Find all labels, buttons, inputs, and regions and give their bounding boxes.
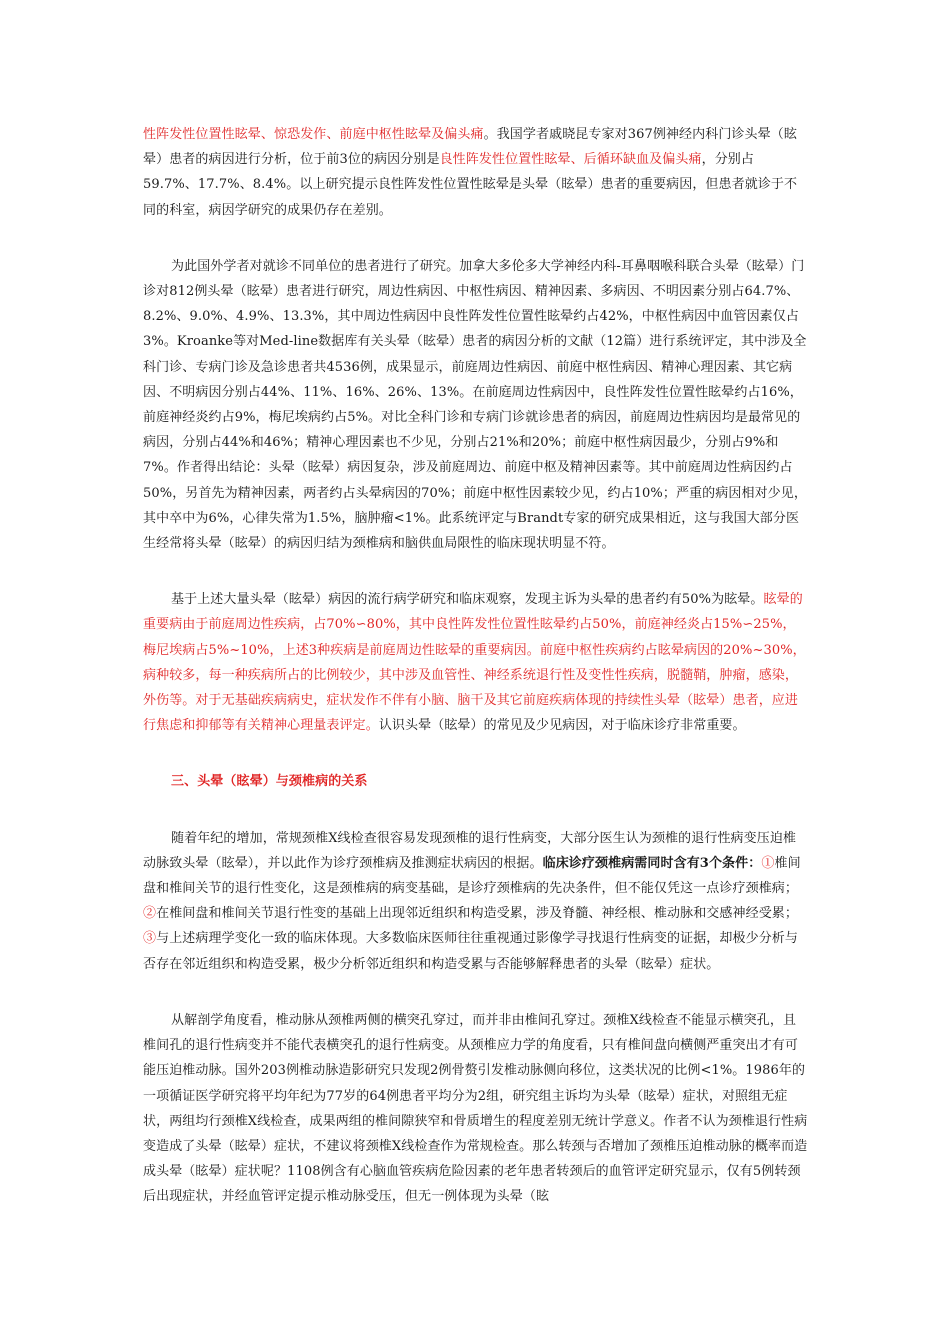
paragraph-text: 基于上述大量头晕（眩晕）病因的流行病学研究和临床观察，发现主诉为头晕的患者约有50%为眩晕。 xyxy=(171,592,764,608)
paragraph-text: 认识头晕（眩晕）的常见及少见病因，对于临床诊疗非常重要。 xyxy=(378,718,746,734)
paragraph-text: 从解剖学角度看，椎动脉从颈椎两侧的横突孔穿过，而并非由椎间孔穿过。颈椎X线检查不能显示横突孔，且椎间孔的退行性病变并不能代表横突孔的退行性病变。从颈椎应力学的角度看，只有椎间盘向横侧严重突出才有可能压迫椎动脉。国外203例椎动脉造影研究只发现2例骨赘引发椎动脉侧向移位，这类状况的比例<1%。1986年的一项循证医学研究将平均年纪为77岁的64例患者平均分为2组，研究组主诉均为头晕（眩晕）症状，对照组无症状，两组均行颈椎X线检查，成果两组的椎间隙狭窄和骨质增生的程度差别无统计学意义。作者不认为颈椎退行性病变造成了头晕（眩晕）症状，不建议将颈椎X线检查作为常规检查。那么转颈与否增加了颈椎压迫椎动脉的概率而造成头晕（眩晕）症状呢？1108例含有心脑血管疾病危险因素的老年患者转颈后的血管评定研究显示，仅有5例转颈后出现症状，并经血管评定提示椎动脉受压，但无一例体现为头晕（眩 xyxy=(143,1012,808,1205)
highlight-text: 性阵发性位置性眩晕、惊恐发作、前庭中枢性眩晕及偏头痛 xyxy=(143,127,484,142)
paragraph-3 xyxy=(143,587,808,738)
circled-number-3: ③ xyxy=(143,931,157,947)
paragraph-gap xyxy=(143,795,808,826)
paragraph-gap xyxy=(143,977,808,1008)
paragraph-1 xyxy=(143,122,808,223)
highlight-text: 良性阵发性位置性眩晕、后循环缺血及偏头痛 xyxy=(439,152,702,168)
paragraph-text: 与上述病理学变化一致的临床体现。大多数临床医师往往重视通过影像学寻找退行性病变的证据，却极少分析与否存在邻近组织和构造受累，极少分析邻近组织和构造受累与否能够解释患者的头晕（眩晕）症状。 xyxy=(143,931,799,972)
document-body xyxy=(143,122,808,1210)
circled-number-1: ① xyxy=(761,855,775,871)
paragraph-text: 为此国外学者对就诊不同单位的患者进行了研究。加拿大多伦多大学神经内科-耳鼻咽喉科联合头晕（眩晕）门诊对812例头晕（眩晕）患者进行研究，周边性病因、中枢性病因、精神因素、多病因、不明因素分别占64.7%、8.2%、9.0%、4.9%、13.3%，其中周边性病因中良性阵发性位置性眩晕约占42%，中枢性病因中血管因素仅占3%。Kroanke等对Med-line数据库有关头晕（眩晕）患者的病因分析的文献（12篇）进行系统评定，其中涉及全科门诊、专病门诊及急诊患者共4536例，成果显示，前庭周边性病因、前庭中枢性病因、精神心理因素、其它病因、不明病因分别占44%、11%、16%、26%、13%。在前庭周边性病因中，良性阵发性位置性眩晕约占16%，前庭神经炎约占9%，梅尼埃病约占5%。对比全科门诊和专病门诊就诊患者的病因，前庭周边性病因均是最常见的病因，分别占44%和46%；精神心理因素也不少见，分别占21%和20%；前庭中枢性病因最少，分别占9%和7%。作者得出结论：头晕（眩晕）病因复杂，涉及前庭周边、前庭中枢及精神因素等。其中前庭周边性病因约占50%，另首先为精神因素，两者约占头晕病因的70%；前庭中枢性因素较少见，约占10%；严重的病因相对少见，其中卒中为6%，心律失常为1.5%，脑肿瘤<1%。此系统评定与Brandt专家的研究成果相近，这与我国大部分医生经常将头晕（眩晕）的病因归结为颈椎病和脑供血局限性的临床现状明显不符。 xyxy=(143,258,807,552)
circled-number-2: ② xyxy=(143,906,157,922)
section-heading: 三、头晕（眩晕）与颈椎病的关系 xyxy=(171,774,368,790)
paragraph-gap xyxy=(143,556,808,587)
paragraph-text: 在椎间盘和椎间关节退行性变的基础上出现邻近组织和构造受累，涉及脊髓、神经根、椎动脉和交感神经受累； xyxy=(156,906,799,922)
paragraph-5 xyxy=(143,1008,808,1210)
paragraph-gap xyxy=(143,738,808,769)
paragraph-4 xyxy=(143,826,808,977)
paragraph-text: 椎间盘和椎间关节的退行性变化，这是颈椎病的病变基础，是诊疗颈椎病的先决条件，但不能仅凭这一点诊疗颈椎病； xyxy=(143,855,801,897)
paragraph-text: ，分别占59.7%、17.7%、8.4%。以上研究提示良性阵发性位置性眩晕是头晕（眩晕）患者的重要病因，但患者就诊于不同的科室，病因学研究的成果仍存在差别。 xyxy=(143,152,798,218)
paragraph-2 xyxy=(143,254,808,556)
paragraph-text: 。我国学者戚晓昆专家对367例神经内科门诊头晕（眩晕）患者的病因进行分析，位于前3位的病因分别是 xyxy=(143,127,797,168)
paragraph-text: 随着年纪的增加，常规颈椎X线检查很容易发现颈椎的退行性病变，大部分医生认为颈椎的退行性病变压迫椎动脉致头晕（眩晕），并以此作为诊疗颈椎病及推测症状病因的根据。 xyxy=(143,830,797,871)
bold-text: 临床诊疗颈椎病需同时含有3个条件： xyxy=(542,855,762,871)
paragraph-gap xyxy=(143,223,808,254)
highlight-text: 眩晕的重要病由于前庭周边性疾病，占70%∽80%，其中良性阵发性位置性眩晕约占50%，前庭神经炎占15%∽25%，梅尼埃病占5%~10%，上述3种疾病是前庭周边性眩晕的重要病因。前庭中枢性疾病约占眩晕病因的20%~30%，病种较多，每一种疾病所占的比例较少，其中涉及血管性、神经系统退行性及变性性疾病，脱髓鞘，肿瘤，感染，外伤等。对于无基础疾病病史，症状发作不伴有小脑、脑干及其它前庭疾病体现的持续性头晕（眩晕）患者，应进行焦虑和抑郁等有关精神心理量表评定。 xyxy=(143,592,806,734)
